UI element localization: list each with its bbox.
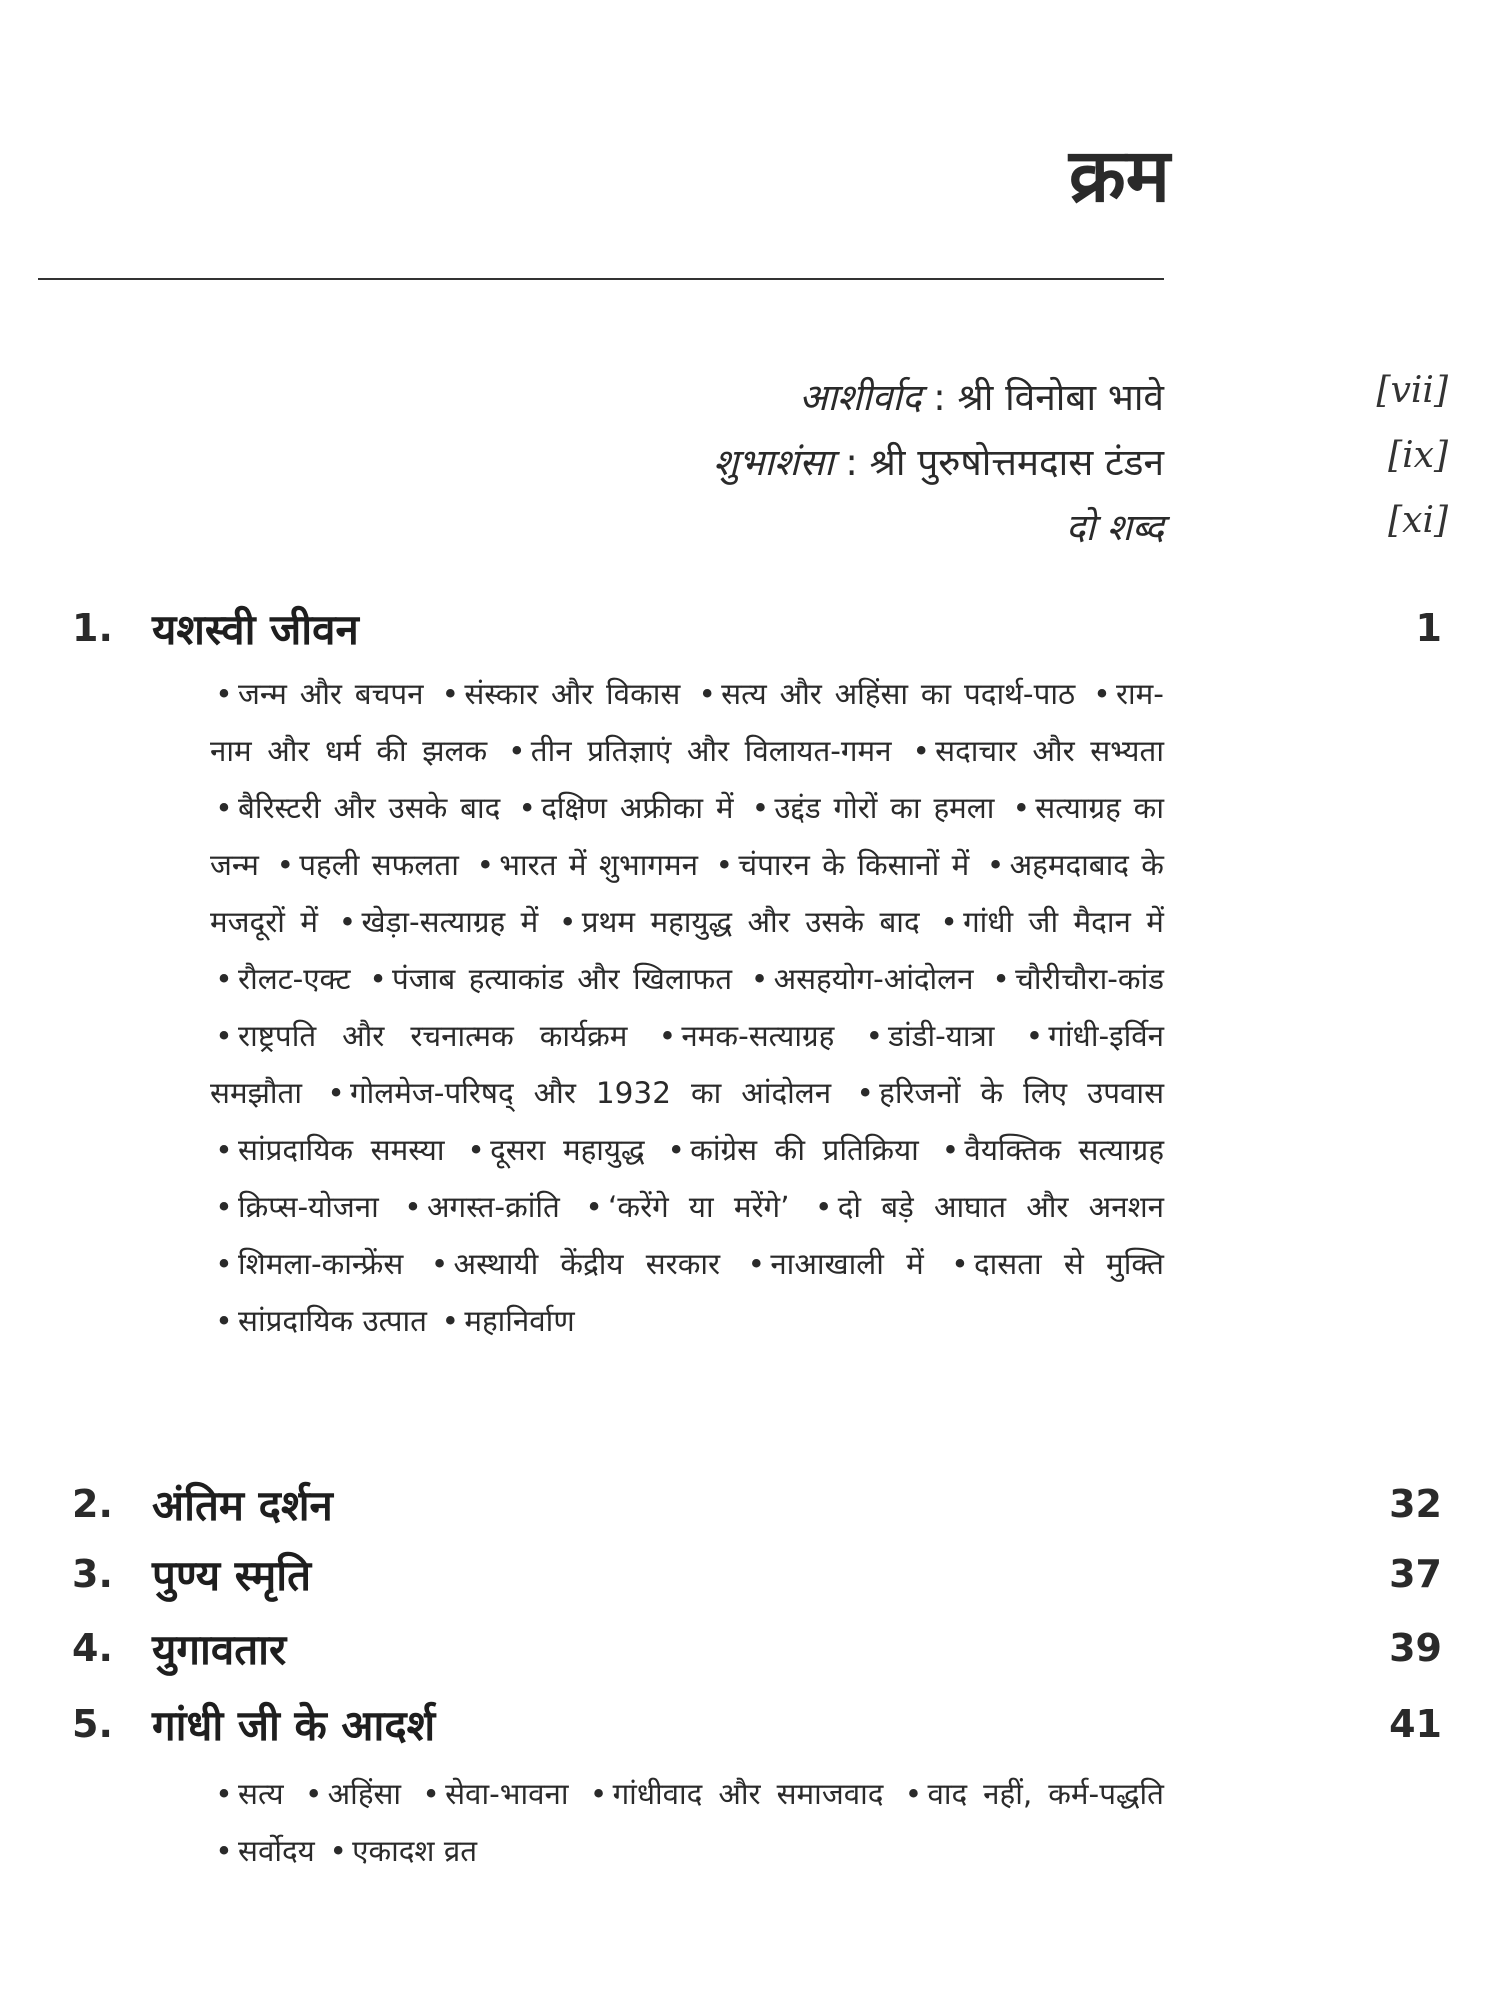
topic-item: दूसरा महायुद्ध	[490, 1133, 645, 1167]
bullet-icon: •	[715, 848, 734, 882]
topic-item: अहमदाबाद के मजदूरों में	[210, 848, 1164, 939]
chapter-page: 39	[1389, 1626, 1442, 1670]
chapter-page: 1	[1415, 606, 1442, 650]
bullet-icon: •	[215, 962, 233, 996]
chapter-title: युगावतार	[152, 1625, 287, 1674]
chapter-number: 1.	[72, 606, 113, 650]
chapter-title: गांधी जी के आदर्श	[152, 1701, 436, 1750]
page-title: क्रम	[1068, 133, 1170, 219]
chapter-number: 2.	[72, 1482, 113, 1526]
topic-item: बैरिस्टरी और उसके बाद	[238, 791, 501, 825]
front-matter-page: [vii]	[1376, 370, 1448, 411]
chapter-title: पुण्य स्मृति	[152, 1551, 312, 1600]
chapter-entry[interactable]	[0, 1546, 1500, 1606]
bullet-icon: •	[940, 905, 958, 939]
bullet-icon: •	[404, 1190, 422, 1224]
bullet-icon: •	[327, 1076, 345, 1110]
chapter-number: 3.	[72, 1552, 113, 1596]
bullet-icon: •	[215, 791, 233, 825]
bullet-icon: •	[215, 677, 233, 711]
topic-item: सत्य और अहिंसा का पदार्थ-पाठ	[721, 677, 1076, 711]
bullet-icon: •	[941, 1133, 960, 1167]
topic-item: पहली सफलता	[299, 848, 459, 882]
chapter-topics	[210, 666, 1164, 1350]
topic-item: जन्म और बचपन	[238, 677, 424, 711]
bullet-icon: •	[585, 1190, 603, 1224]
topic-item: कांग्रेस की प्रतिक्रिया	[690, 1133, 919, 1167]
bullet-icon: •	[430, 1247, 449, 1281]
bullet-icon: •	[865, 1019, 883, 1053]
topic-item: एकादश व्रत	[352, 1834, 478, 1868]
topic-item: वैयक्तिक सत्याग्रह	[964, 1133, 1164, 1167]
chapter-page: 37	[1389, 1552, 1442, 1596]
topic-item: अगस्त-क्रांति	[427, 1190, 560, 1224]
bullet-icon: •	[912, 734, 930, 768]
bullet-icon: •	[1025, 1019, 1044, 1053]
bullet-icon: •	[951, 1247, 969, 1281]
topic-item: राष्ट्रपति और रचनात्मक कार्यक्रम	[238, 1019, 628, 1053]
topic-item: खेड़ा-सत्याग्रह में	[361, 905, 539, 939]
bullet-icon: •	[369, 962, 387, 996]
bullet-icon: •	[304, 1777, 323, 1811]
topic-item: हरिजनों के लिए उपवास	[879, 1076, 1165, 1110]
bullet-icon: •	[750, 962, 769, 996]
topic-item: सांप्रदायिक समस्या	[238, 1133, 445, 1167]
bullet-icon: •	[441, 677, 460, 711]
bullet-icon: •	[1093, 677, 1111, 711]
chapter-page: 32	[1389, 1482, 1442, 1526]
chapter-entry[interactable]	[0, 1620, 1500, 1680]
bullet-icon: •	[589, 1777, 608, 1811]
bullet-icon: •	[815, 1190, 833, 1224]
chapter-entry[interactable]	[0, 600, 1500, 660]
bullet-icon: •	[658, 1019, 677, 1053]
topic-item: अस्थायी केंद्रीय सरकार	[453, 1247, 721, 1281]
bullet-icon: •	[215, 1247, 233, 1281]
chapter-page: 41	[1389, 1702, 1442, 1746]
topic-item: सत्याग्रह का जन्म	[210, 791, 1164, 882]
topic-item: भारत में शुभागमन	[499, 848, 698, 882]
topic-item: गांधी जी मैदान में	[963, 905, 1164, 939]
bullet-icon: •	[215, 1777, 233, 1811]
front-matter-entry[interactable]	[0, 500, 1500, 560]
topic-item: दक्षिण अफ्रीका में	[541, 791, 734, 825]
topic-item: रौलट-एक्ट	[238, 962, 351, 996]
bullet-icon: •	[508, 734, 526, 768]
chapter-entry[interactable]	[0, 1476, 1500, 1536]
topic-item: ‘करेंगे या मरेंगे’	[608, 1190, 790, 1224]
topic-item: नाआखाली में	[770, 1247, 924, 1281]
bullet-icon: •	[422, 1777, 440, 1811]
chapter-title: यशस्वी जीवन	[152, 605, 359, 654]
topic-item: क्रिप्स-योजना	[238, 1190, 379, 1224]
front-matter-page: [xi]	[1388, 500, 1448, 541]
bullet-icon: •	[329, 1834, 347, 1868]
front-matter-entry[interactable]: शुभाशंसा : श्री पुरुषोत्तमदास टंडन [ix]	[713, 435, 1448, 484]
bullet-icon: •	[698, 677, 716, 711]
bullet-icon: •	[667, 1133, 685, 1167]
bullet-icon: •	[518, 791, 536, 825]
bullet-icon: •	[856, 1076, 874, 1110]
topic-item: सांप्रदायिक उत्पात	[238, 1304, 427, 1338]
front-matter-entry[interactable]: आशीर्वाद : श्री विनोबा भावे [vii]	[799, 370, 1448, 419]
bullet-icon: •	[441, 1304, 460, 1338]
bullet-icon: •	[986, 848, 1005, 882]
topic-item: नमक-सत्याग्रह	[681, 1019, 835, 1053]
topic-item: सर्वोदय	[238, 1834, 315, 1868]
topic-item: उद्दंड गोरों का हमला	[774, 791, 995, 825]
topic-item: शिमला-कान्फ्रेंस	[238, 1247, 404, 1281]
topic-item: दो बड़े आघात और अनशन	[837, 1190, 1164, 1224]
front-matter-page: [ix]	[1388, 435, 1448, 476]
topic-item: गोलमेज-परिषद् और 1932 का आंदोलन	[350, 1076, 832, 1110]
topic-item: संस्कार और विकास	[464, 677, 681, 711]
bullet-icon: •	[215, 1019, 233, 1053]
chapter-title: अंतिम दर्शन	[152, 1481, 333, 1530]
bullet-icon: •	[276, 848, 294, 882]
topic-item: डांडी-यात्रा	[888, 1019, 995, 1053]
topic-item: प्रथम महायुद्ध और उसके बाद	[581, 905, 920, 939]
front-matter-title: दो शब्द	[1065, 506, 1164, 549]
topic-item: पंजाब हत्याकांड और खिलाफत	[392, 962, 733, 996]
bullet-icon: •	[215, 1834, 233, 1868]
topic-item: महानिर्वाण	[464, 1304, 575, 1338]
chapter-number: 5.	[72, 1702, 113, 1746]
bullet-icon: •	[559, 905, 577, 939]
topic-item: सत्य	[238, 1777, 284, 1811]
bullet-icon: •	[751, 791, 770, 825]
bullet-icon: •	[1012, 791, 1030, 825]
front-matter-author: श्री पुरुषोत्तमदास टंडन	[869, 441, 1164, 484]
topic-item: वाद नहीं, कर्म-पद्धति	[927, 1777, 1164, 1811]
chapter-topics	[210, 1766, 1164, 1880]
topic-item: गांधीवाद और समाजवाद	[612, 1777, 884, 1811]
topic-item: तीन प्रतिज्ञाएं और विलायत-गमन	[530, 734, 892, 768]
topic-item: गांधी-इर्विन समझौता	[210, 1019, 1164, 1110]
topic-item: चौरीचौरा-कांड	[1015, 962, 1164, 996]
title-divider	[38, 278, 1164, 280]
front-matter-label: शुभाशंसा	[713, 441, 834, 484]
bullet-icon: •	[215, 1133, 233, 1167]
topic-item: अहिंसा	[327, 1777, 402, 1811]
topic-item: सदाचार और सभ्यता	[935, 734, 1164, 768]
bullet-icon: •	[338, 905, 357, 939]
bullet-icon: •	[747, 1247, 766, 1281]
bullet-icon: •	[215, 1190, 233, 1224]
bullet-icon: •	[467, 1133, 485, 1167]
bullet-icon: •	[992, 962, 1010, 996]
bullet-icon: •	[904, 1777, 923, 1811]
bullet-icon: •	[215, 1304, 233, 1338]
chapter-entry[interactable]	[0, 1696, 1500, 1756]
bullet-icon: •	[476, 848, 494, 882]
front-matter-author: श्री विनोबा भावे	[957, 376, 1164, 419]
topic-item: चंपारन के किसानों में	[738, 848, 970, 882]
topic-item: दासता से मुक्ति	[973, 1247, 1164, 1281]
topic-item: असहयोग-आंदोलन	[773, 962, 974, 996]
front-matter-label: आशीर्वाद	[799, 376, 922, 419]
topic-item: सेवा-भावना	[445, 1777, 569, 1811]
chapter-number: 4.	[72, 1626, 113, 1670]
topic-item: राम-नाम और धर्म की झलक	[210, 677, 1164, 768]
